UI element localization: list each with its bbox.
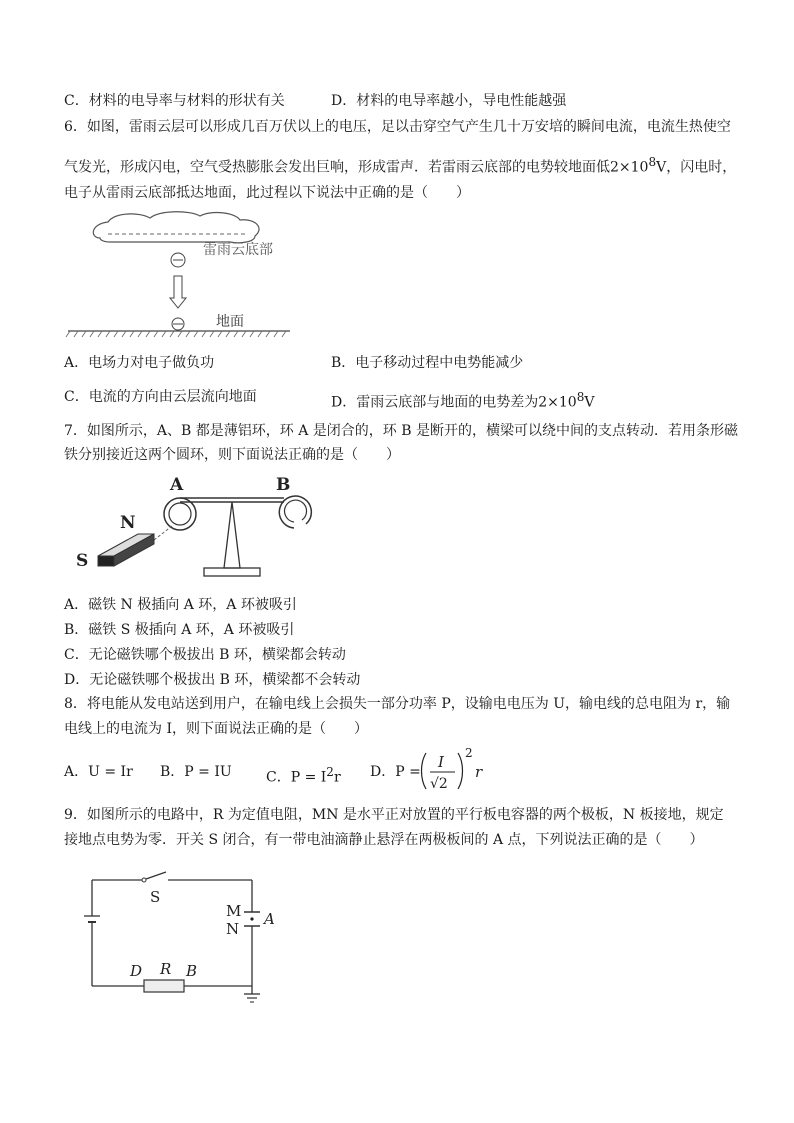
- q6-option-d-text: D．雷雨云底部与地面的电势差为: [331, 394, 539, 411]
- q6-stem-text: 气发光，形成闪电，空气受热膨胀会发出巨响，形成雷声．若雷雨云底部的电势较地面低: [64, 159, 610, 176]
- label-r: R: [160, 960, 172, 978]
- q6-option-d-value: 2×10: [538, 394, 577, 411]
- q8-option-c-text: C．P = I: [266, 769, 327, 786]
- q8-option-c: [266, 763, 341, 787]
- q6-option-d-unit: V: [584, 394, 595, 411]
- label-d: D: [130, 962, 143, 980]
- ground-label: 地面: [216, 314, 244, 330]
- q7-stem-line2: 铁分别接近这两个圆环，则下面说法正确的是（ ）: [64, 447, 400, 463]
- arrow-down-icon: [170, 276, 186, 308]
- q9-stem-line2: 接地点电势为零．开关 S 闭合，有一带电油滴静止悬浮在两极板间的 A 点，下列说法正确的是（ ）: [64, 832, 704, 848]
- resistor-r: [144, 980, 184, 992]
- cloud-label: 雷雨云底部: [203, 242, 273, 258]
- q8-option-a: A．U = Ir: [64, 764, 133, 780]
- q9-circuit-figure: [80, 868, 280, 1018]
- q6-stem-line3: 电子从雷雨云底部抵达地面，此过程以下说法中正确的是（ ）: [64, 185, 470, 201]
- q8-option-d-formula: [420, 745, 490, 795]
- q7-magnet-rings-figure: [72, 472, 322, 584]
- q6-option-d-exponent: 8: [576, 390, 585, 404]
- q8-stem-line1: 8．将电能从发电站送到用户，在输电线上会损失一部分功率 P，设输电电压为 U，输电线的总电阻为 r，输: [64, 696, 731, 712]
- pivot-stand: [224, 502, 240, 568]
- q6-stem-exponent: 8: [648, 155, 657, 169]
- q5-option-c: C．材料的电导率与材料的形状有关: [64, 93, 285, 109]
- q7-option-c: C．无论磁铁哪个极拔出 B 环，横梁都会转动: [64, 647, 346, 663]
- switch-s: [146, 872, 166, 879]
- q8-option-c-suffix: r: [333, 769, 341, 786]
- label-b: B: [186, 962, 198, 980]
- q6-stem-unit: V，闪电时，: [656, 159, 737, 176]
- q6-option-a: A．电场力对电子做负功: [64, 355, 215, 371]
- label-a: A: [170, 475, 184, 495]
- q6-stem-value: 2×10: [610, 159, 649, 176]
- q8-option-b: B．P = IU: [160, 764, 232, 780]
- label-n: N: [226, 920, 240, 938]
- q6-lightning-figure: [60, 210, 300, 340]
- label-m: M: [226, 902, 242, 920]
- bar-magnet: [98, 534, 154, 566]
- fraction-numerator: I: [438, 753, 444, 771]
- q6-stem-line2: [64, 153, 736, 177]
- label-s: S: [76, 551, 89, 571]
- q5-option-d: D．材料的电导率越小，导电性能越强: [331, 93, 567, 109]
- formula-suffix: r: [475, 763, 483, 781]
- fraction-denominator: √2: [430, 776, 448, 792]
- q8-option-d-prefix: D．P =: [370, 764, 421, 780]
- switch-contact: [142, 878, 146, 882]
- label-n: N: [120, 513, 136, 533]
- q8-stem-line2: 电线上的电流为 I，则下面说法正确的是（ ）: [64, 721, 368, 737]
- q6-option-b: B．电子移动过程中电势能减少: [331, 355, 524, 371]
- q8-option-c-exponent: 2: [326, 765, 334, 779]
- label-a: A: [264, 910, 275, 928]
- q9-stem-line1: 9．如图所示的电路中，R 为定值电阻，MN 是水平正对放置的平行板电容器的两个极板，N 板接地，规定: [64, 807, 724, 823]
- q7-option-b: B．磁铁 S 极插向 A 环，A 环被吸引: [64, 622, 295, 638]
- q7-option-a: A．磁铁 N 极插向 A 环，A 环被吸引: [64, 597, 297, 613]
- q6-option-c: C．电流的方向由云层流向地面: [64, 389, 257, 405]
- q7-stem-line1: 7．如图所示，A、B 都是薄铝环，环 A 是闭合的，环 B 是断开的，横梁可以绕中间的支点转动．若用条形磁: [64, 423, 738, 439]
- q6-stem-line1: 6．如图，雷雨云层可以形成几百万伏以上的电压，足以击穿空气产生几十万安培的瞬间电流，电流生热使空: [64, 119, 731, 135]
- cloud-shape: [93, 212, 259, 243]
- power-exponent: 2: [465, 746, 473, 760]
- oil-drop-a: [250, 917, 253, 920]
- q7-option-d: D．无论磁铁哪个极拔出 B 环，横梁都不会转动: [64, 672, 361, 688]
- q6-option-d: [331, 388, 594, 412]
- label-s: S: [150, 888, 161, 906]
- label-b: B: [276, 475, 291, 495]
